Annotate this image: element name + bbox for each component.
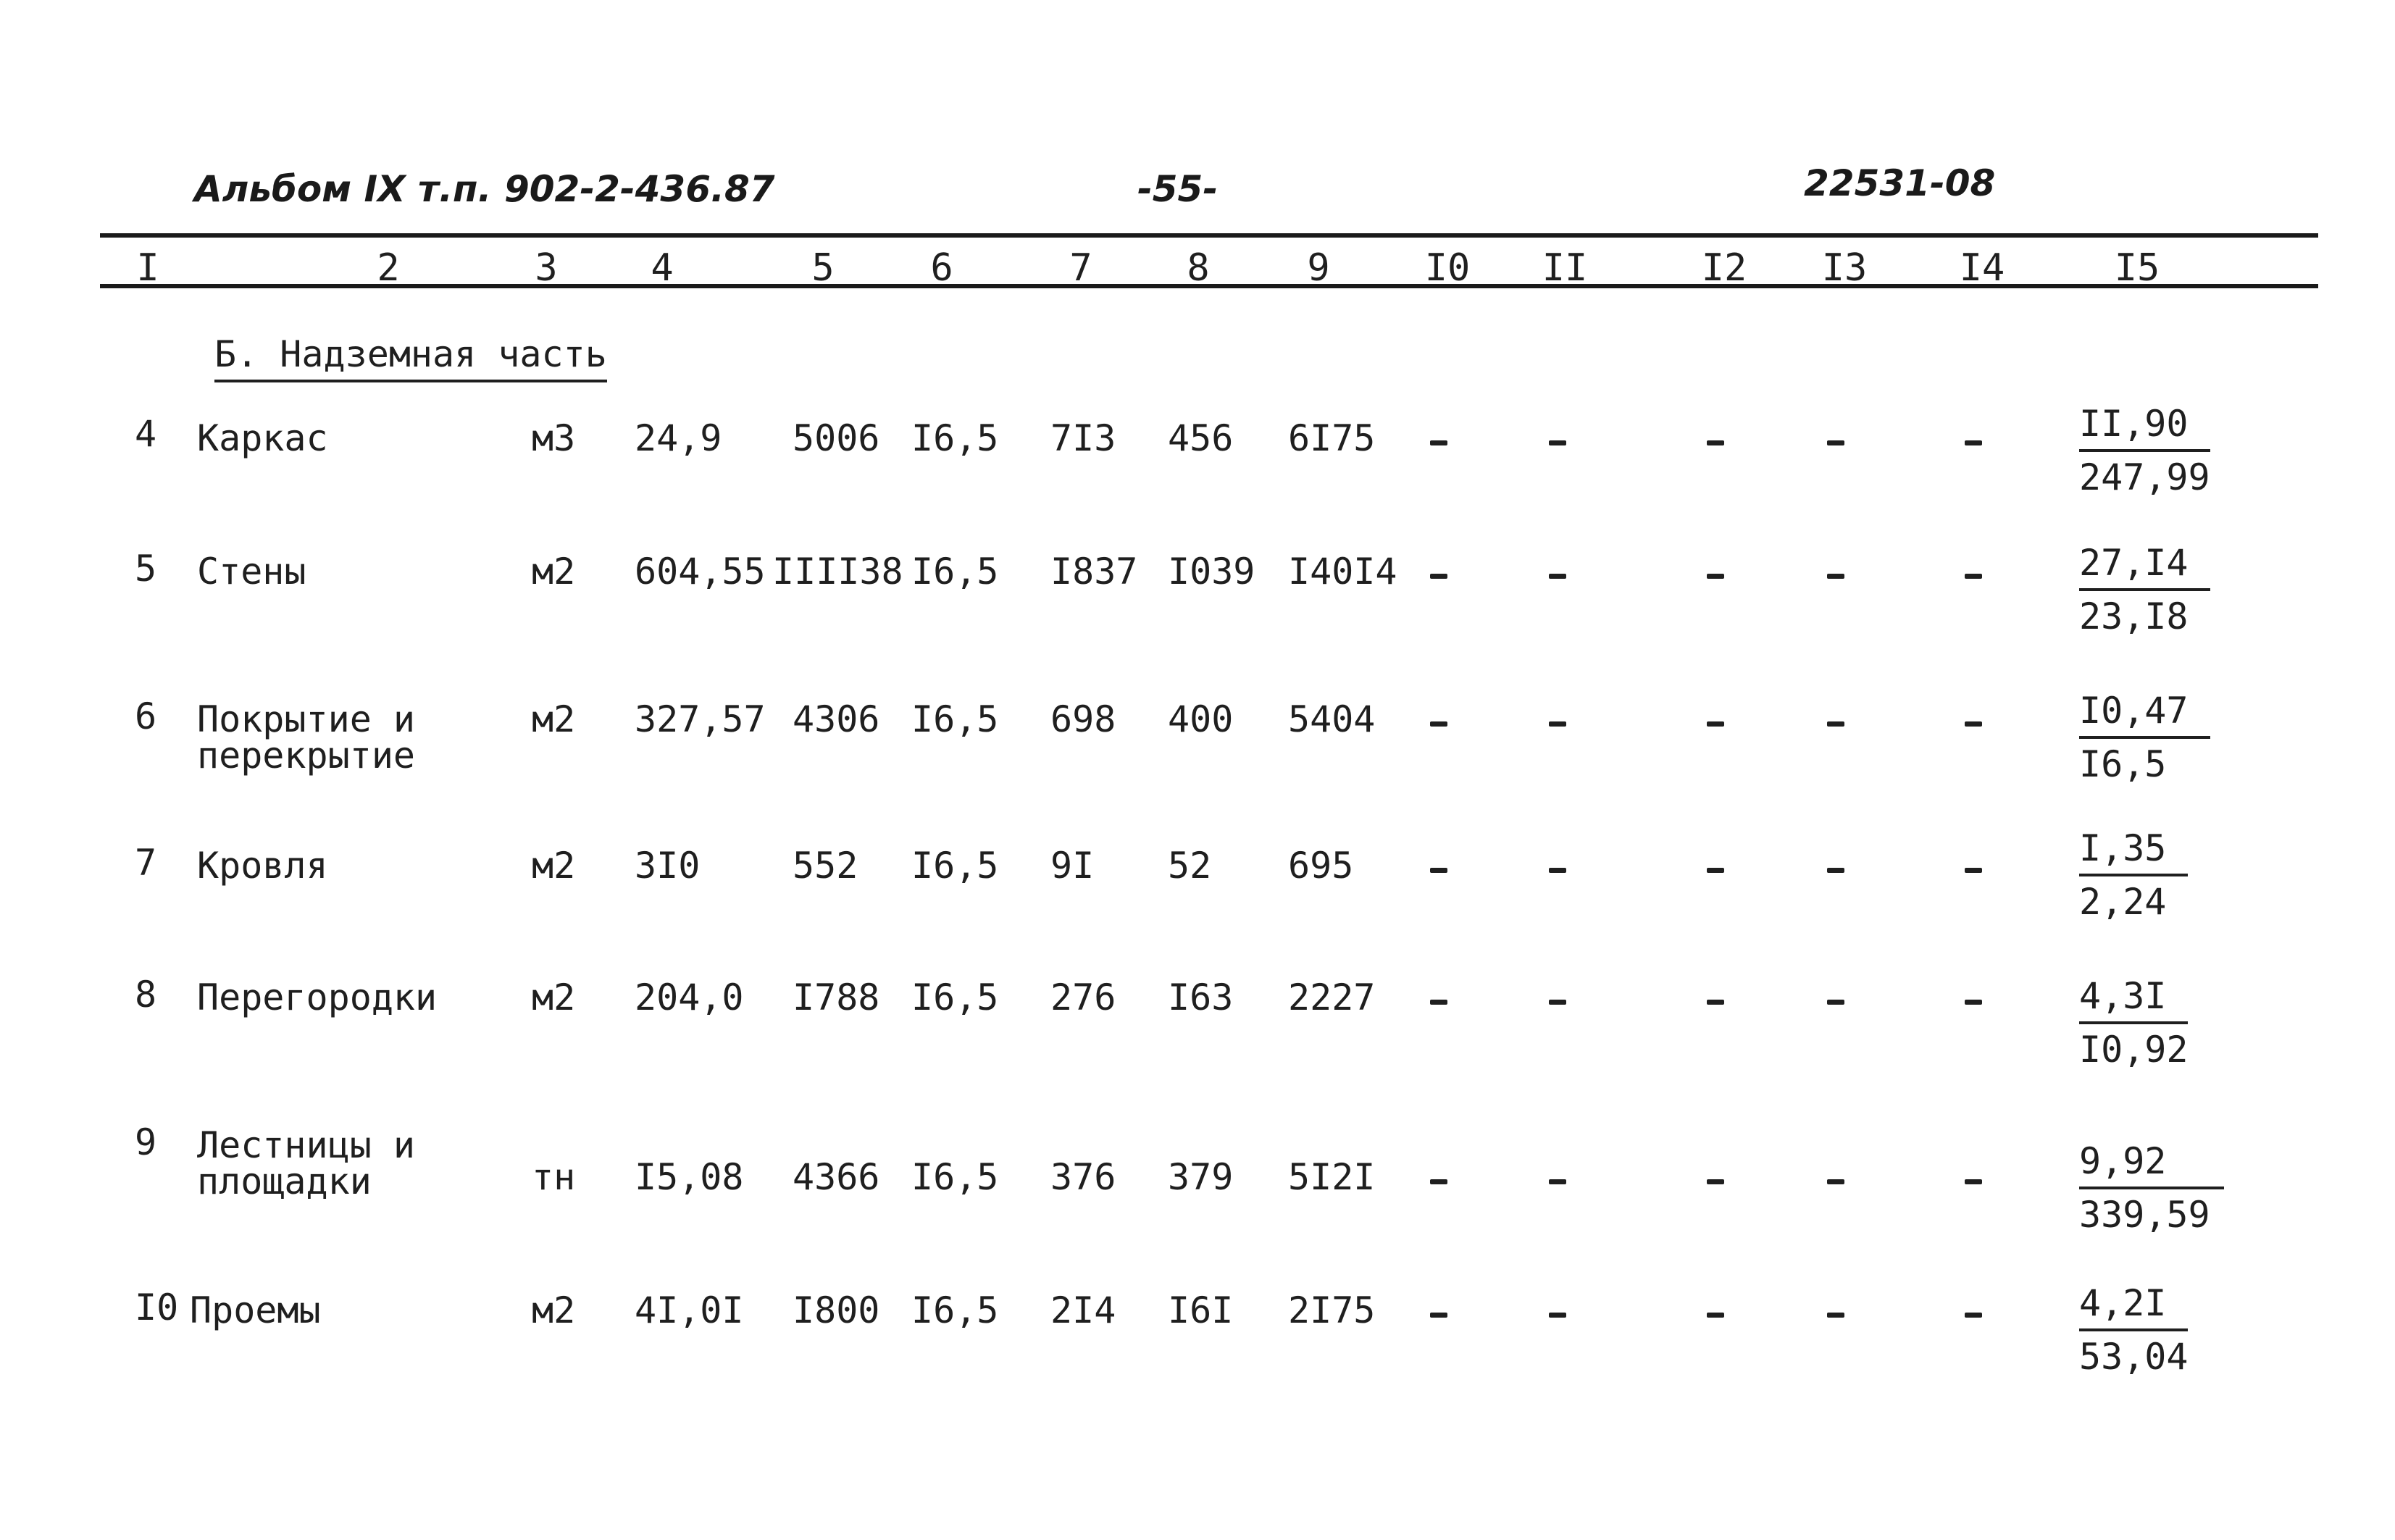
row-col6: I6,5 xyxy=(911,845,999,887)
dash-col12 xyxy=(1707,440,1724,445)
row-col15-fraction xyxy=(2079,827,2188,923)
dash-col14 xyxy=(1965,868,1982,873)
row-unit: м3 xyxy=(532,417,576,459)
top-rule xyxy=(100,233,2318,238)
column-number-6: 6 xyxy=(930,246,953,290)
row-col15-fraction xyxy=(2079,542,2210,637)
dash-col11 xyxy=(1549,1313,1566,1318)
row-col6: I6,5 xyxy=(911,1156,999,1198)
row-col6: I6,5 xyxy=(911,976,999,1018)
row-unit: м2 xyxy=(532,1289,576,1331)
dash-col10 xyxy=(1430,868,1447,873)
row-name: Лестницы и площадки xyxy=(197,1124,416,1202)
row-col5: I788 xyxy=(793,976,880,1018)
dash-col12 xyxy=(1707,1313,1724,1318)
row-col9: 2227 xyxy=(1288,976,1376,1018)
row-name: Проемы xyxy=(190,1289,321,1331)
row-col8: 400 xyxy=(1168,698,1234,740)
row-unit: м2 xyxy=(532,845,576,887)
dash-col10 xyxy=(1430,1313,1447,1318)
row-col15-fraction xyxy=(2079,975,2189,1071)
fraction-numerator: 4,3I xyxy=(2079,978,2188,1024)
row-col5: 5006 xyxy=(793,417,880,459)
row-name: Перегородки xyxy=(197,976,438,1018)
row-col7: 698 xyxy=(1050,698,1116,740)
row-col7: 7I3 xyxy=(1050,417,1116,459)
dash-col13 xyxy=(1827,574,1844,579)
row-number: 9 xyxy=(135,1121,157,1163)
dash-col13 xyxy=(1827,868,1844,873)
row-col6: I6,5 xyxy=(911,698,999,740)
row-col8: I039 xyxy=(1168,551,1255,593)
row-col8: 52 xyxy=(1168,845,1212,887)
column-number-15: I5 xyxy=(2114,246,2160,290)
row-number: 7 xyxy=(135,842,157,884)
fraction-numerator: 27,I4 xyxy=(2079,545,2210,591)
fraction-denominator: 23,I8 xyxy=(2079,595,2189,637)
fraction-denominator: 339,59 xyxy=(2079,1194,2210,1236)
fraction-denominator: I6,5 xyxy=(2079,743,2167,785)
dash-col11 xyxy=(1549,574,1566,579)
dash-col13 xyxy=(1827,1179,1844,1184)
dash-col11 xyxy=(1549,1179,1566,1184)
fraction-denominator: I0,92 xyxy=(2079,1029,2189,1071)
row-name: Кровля xyxy=(197,845,328,887)
row-unit: м2 xyxy=(532,698,576,740)
column-number-13: I3 xyxy=(1821,246,1868,290)
column-number-14: I4 xyxy=(1959,246,2005,290)
row-col5: I800 xyxy=(793,1289,880,1331)
row-col4: 604,55 xyxy=(635,551,766,593)
row-col4: 24,9 xyxy=(635,417,722,459)
row-col9: 5404 xyxy=(1288,698,1376,740)
dash-col12 xyxy=(1707,1179,1724,1184)
row-name: Покрытие и перекрытие xyxy=(197,698,416,777)
fraction-denominator: 2,24 xyxy=(2079,881,2167,923)
row-col9: 5I2I xyxy=(1288,1156,1376,1198)
row-col15-fraction xyxy=(2079,690,2210,785)
fraction-numerator: I,35 xyxy=(2079,830,2188,876)
page-number: -55- xyxy=(1137,168,1219,210)
row-col5: IIII38 xyxy=(772,551,903,593)
dash-col11 xyxy=(1549,868,1566,873)
dash-col10 xyxy=(1430,1000,1447,1005)
dash-col11 xyxy=(1549,440,1566,445)
row-col9: I40I4 xyxy=(1288,551,1397,593)
section-title: Б. Надземная часть xyxy=(214,333,607,382)
row-col15-fraction xyxy=(2079,403,2210,498)
dash-col13 xyxy=(1827,1000,1844,1005)
row-col6: I6,5 xyxy=(911,417,999,459)
row-col7: 9I xyxy=(1050,845,1095,887)
dash-col12 xyxy=(1707,1000,1724,1005)
dash-col10 xyxy=(1430,440,1447,445)
row-col7: 276 xyxy=(1050,976,1116,1018)
row-col9: 695 xyxy=(1288,845,1354,887)
row-col7: 376 xyxy=(1050,1156,1116,1198)
row-number: 5 xyxy=(135,548,157,590)
row-col9: 2I75 xyxy=(1288,1289,1376,1331)
dash-col14 xyxy=(1965,440,1982,445)
dash-col11 xyxy=(1549,1000,1566,1005)
document-code: 22531-08 xyxy=(1804,162,1996,204)
column-number-9: 9 xyxy=(1307,246,1330,290)
dash-col10 xyxy=(1430,1179,1447,1184)
fraction-denominator: 53,04 xyxy=(2079,1336,2189,1378)
column-number-12: I2 xyxy=(1701,246,1747,290)
dash-col12 xyxy=(1707,721,1724,727)
column-number-10: I0 xyxy=(1424,246,1471,290)
row-unit: тн xyxy=(532,1156,576,1198)
column-number-1: I xyxy=(136,246,159,290)
dash-col10 xyxy=(1430,721,1447,727)
dash-col12 xyxy=(1707,574,1724,579)
album-reference: Альбом IX т.п. 902-2-436.87 xyxy=(194,168,775,210)
row-col6: I6,5 xyxy=(911,1289,999,1331)
row-col6: I6,5 xyxy=(911,551,999,593)
dash-col13 xyxy=(1827,440,1844,445)
row-number: 6 xyxy=(135,695,157,737)
column-number-7: 7 xyxy=(1069,246,1092,290)
row-name: Каркас xyxy=(197,417,328,459)
column-number-8: 8 xyxy=(1187,246,1210,290)
row-unit: м2 xyxy=(532,976,576,1018)
fraction-numerator: I0,47 xyxy=(2079,692,2210,739)
row-col4: 204,0 xyxy=(635,976,744,1018)
row-number: I0 xyxy=(135,1286,179,1328)
row-col7: 2I4 xyxy=(1050,1289,1116,1331)
dash-col14 xyxy=(1965,1313,1982,1318)
dash-col12 xyxy=(1707,868,1724,873)
dash-col13 xyxy=(1827,721,1844,727)
row-unit: м2 xyxy=(532,551,576,593)
column-number-11: II xyxy=(1542,246,1588,290)
row-col4: I5,08 xyxy=(635,1156,744,1198)
dash-col14 xyxy=(1965,1179,1982,1184)
row-col4: 3I0 xyxy=(635,845,701,887)
row-col8: 379 xyxy=(1168,1156,1234,1198)
row-col9: 6I75 xyxy=(1288,417,1376,459)
row-number: 4 xyxy=(135,413,157,455)
dash-col14 xyxy=(1965,721,1982,727)
dash-col13 xyxy=(1827,1313,1844,1318)
dash-col14 xyxy=(1965,1000,1982,1005)
row-col15-fraction xyxy=(2079,1282,2189,1378)
row-col8: I63 xyxy=(1168,976,1234,1018)
row-col8: 456 xyxy=(1168,417,1234,459)
row-col15-fraction xyxy=(2079,1140,2224,1236)
dash-col10 xyxy=(1430,574,1447,579)
fraction-numerator: II,90 xyxy=(2079,406,2210,452)
row-col5: 4306 xyxy=(793,698,880,740)
column-number-4: 4 xyxy=(651,246,674,290)
column-number-5: 5 xyxy=(811,246,835,290)
row-name: Стены xyxy=(197,551,306,593)
fraction-numerator: 4,2I xyxy=(2079,1285,2188,1331)
row-col8: I6I xyxy=(1168,1289,1234,1331)
column-number-3: 3 xyxy=(535,246,558,290)
row-col5: 4366 xyxy=(793,1156,880,1198)
row-col4: 4I,0I xyxy=(635,1289,744,1331)
column-number-2: 2 xyxy=(377,246,400,290)
row-number: 8 xyxy=(135,974,157,1016)
row-col4: 327,57 xyxy=(635,698,766,740)
fraction-denominator: 247,99 xyxy=(2079,456,2210,498)
fraction-numerator: 9,92 xyxy=(2079,1143,2224,1189)
dash-col11 xyxy=(1549,721,1566,727)
dash-col14 xyxy=(1965,574,1982,579)
row-col5: 552 xyxy=(793,845,858,887)
row-col7: I837 xyxy=(1050,551,1138,593)
